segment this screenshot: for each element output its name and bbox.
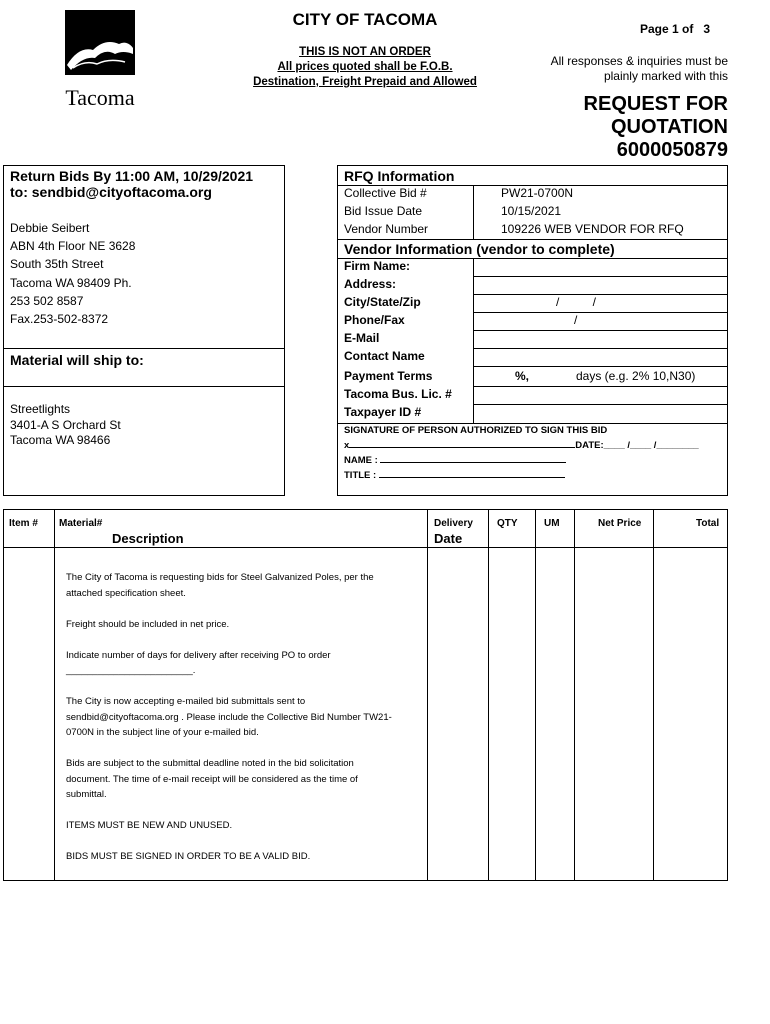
um-header: UM <box>544 518 560 529</box>
divider <box>473 294 727 295</box>
divider <box>473 330 727 331</box>
contact-line: Debbie Seibert <box>10 221 90 235</box>
contact-line: Fax.253-502-8372 <box>10 312 109 327</box>
column-divider <box>535 510 536 880</box>
contact-line: Tacoma WA 98409 Ph. <box>10 275 132 290</box>
name-line <box>344 453 699 468</box>
vendor-info-heading: Vendor Information (vendor to complete) <box>344 241 615 257</box>
notice-line: All prices quoted shall be F.O.B. <box>277 61 453 73</box>
column-divider <box>574 510 575 880</box>
divider <box>4 348 284 349</box>
divider <box>473 404 727 405</box>
contact-line: ABN 4th Floor NE 3628 <box>10 239 136 254</box>
contact-line: South 35th Street <box>10 257 104 272</box>
contact-name-label: Contact Name <box>344 349 425 363</box>
bid-issue-date-value: 10/15/2021 <box>501 204 562 218</box>
delivery-header: Delivery <box>434 518 473 529</box>
net-price-header: Net Price <box>598 518 642 529</box>
column-divider <box>427 510 428 880</box>
description-paragraph: Freight should be included in net price. <box>66 618 230 630</box>
city-slashes: / / <box>556 295 597 309</box>
return-email: to: sendbid@cityoftacoma.org <box>10 184 212 200</box>
date-label: DATE:____ /____ /________ <box>575 440 699 451</box>
ship-line: Streetlights <box>10 402 71 416</box>
page-label: Page 1 of <box>640 22 694 36</box>
terms-days: days (e.g. 2% 10,N30) <box>576 369 696 383</box>
divider <box>473 185 474 239</box>
divider <box>473 386 727 387</box>
tacoma-logo-graphic <box>65 10 135 115</box>
signature-title: SIGNATURE OF PERSON AUTHORIZED TO SIGN THIS BID <box>344 425 608 436</box>
firm-name-label: Firm Name: <box>344 259 411 273</box>
city-logo <box>65 10 135 115</box>
notice-line: Destination, Freight Prepaid and Allowed <box>253 76 477 88</box>
divider <box>473 366 727 367</box>
title-label: TITLE : <box>344 470 377 481</box>
material-header: Material# <box>59 518 103 529</box>
inquiry-line: plainly marked with this <box>603 69 728 83</box>
buyer-contact <box>10 219 135 328</box>
return-bids-heading <box>10 168 253 200</box>
phone-fax-label: Phone/Fax <box>344 313 405 327</box>
name-label: NAME : <box>344 455 378 466</box>
logo-text: Tacoma <box>65 85 135 110</box>
total-header: Total <box>696 518 720 529</box>
column-divider <box>488 510 489 880</box>
divider <box>4 386 284 387</box>
rfq-title <box>540 93 728 162</box>
description-paragraph: The City is now accepting e-mailed bid submittals sent to sendbid@cityoftacoma.org . Please include the Collective Bid Number TW21-0700N in the subject line of your e-mailed bid. <box>66 696 392 738</box>
terms-percent: %, <box>515 369 530 383</box>
notice-line: THIS IS NOT AN ORDER <box>299 46 431 58</box>
name-field[interactable] <box>380 453 566 463</box>
address-label: Address: <box>344 277 397 291</box>
signature-field[interactable] <box>349 438 575 448</box>
ship-to-heading: Material will ship to: <box>10 352 144 368</box>
vendor-number-value: 109226 WEB VENDOR FOR RFQ <box>501 222 684 236</box>
title-field[interactable] <box>379 468 565 478</box>
date-header: Date <box>434 531 463 546</box>
divider <box>338 239 727 240</box>
rfq-vendor-panel <box>337 165 728 496</box>
signature-line <box>344 438 699 453</box>
divider <box>473 312 727 313</box>
phone-slash: / <box>574 313 578 327</box>
email-label: E-Mail <box>344 331 380 345</box>
column-divider <box>653 510 654 880</box>
contact-line: 253 502 8587 <box>10 293 84 308</box>
org-title: CITY OF TACOMA <box>292 10 438 29</box>
description-header: Description <box>112 531 184 546</box>
rfq-number: 6000050879 <box>616 139 728 161</box>
line-items-table <box>3 509 728 881</box>
divider <box>473 258 474 423</box>
rfq-label: Collective Bid # <box>344 186 427 200</box>
rfq-title-line: REQUEST FOR <box>583 93 728 115</box>
taxpayer-id-label: Taxpayer ID # <box>344 405 422 419</box>
x-label: x <box>344 440 350 451</box>
column-divider <box>54 510 55 880</box>
rfq-info-heading: RFQ Information <box>344 168 455 184</box>
inquiry-line: All responses & inquiries must be <box>550 54 728 68</box>
divider <box>473 348 727 349</box>
description-paragraph: Indicate number of days for delivery after receiving PO to order ________________________. <box>66 649 331 676</box>
rfq-title-line: QUOTATION <box>610 116 728 138</box>
ship-to-address <box>10 402 121 449</box>
business-license-label: Tacoma Bus. Lic. # <box>344 387 452 401</box>
table-header-divider <box>4 547 727 548</box>
ship-line: Tacoma WA 98466 <box>10 433 111 447</box>
description-paragraph: Bids are subject to the submittal deadline noted in the bid solicitation document. The time of e-mail receipt will be considered as the time of submittal. <box>66 758 358 800</box>
ship-line: 3401-A S Orchard St <box>10 417 121 432</box>
rfq-label: Bid Issue Date <box>344 204 423 218</box>
title-line <box>344 468 699 483</box>
signature-block <box>344 424 699 483</box>
payment-terms-label: Payment Terms <box>344 369 433 383</box>
qty-header: QTY <box>497 518 518 529</box>
item-description <box>66 570 396 880</box>
page-indicator <box>640 22 710 36</box>
item-number-header: Item # <box>9 518 38 529</box>
description-paragraph: BIDS MUST BE SIGNED IN ORDER TO BE A VALID BID. <box>66 851 311 862</box>
return-bids-panel <box>3 165 285 496</box>
description-paragraph: The City of Tacoma is requesting bids for Steel Galvanized Poles, per the attached specification sheet. <box>66 572 374 599</box>
city-state-zip-label: City/State/Zip <box>344 295 421 309</box>
order-notices <box>230 45 500 90</box>
page-total: 3 <box>703 22 711 36</box>
inquiry-note <box>520 54 728 84</box>
return-line: Return Bids By 11:00 AM, 10/29/2021 <box>10 168 254 184</box>
divider <box>473 276 727 277</box>
rfq-label: Vendor Number <box>344 222 429 236</box>
collective-bid-value: PW21-0700N <box>501 186 574 200</box>
description-paragraph: ITEMS MUST BE NEW AND UNUSED. <box>66 820 233 831</box>
